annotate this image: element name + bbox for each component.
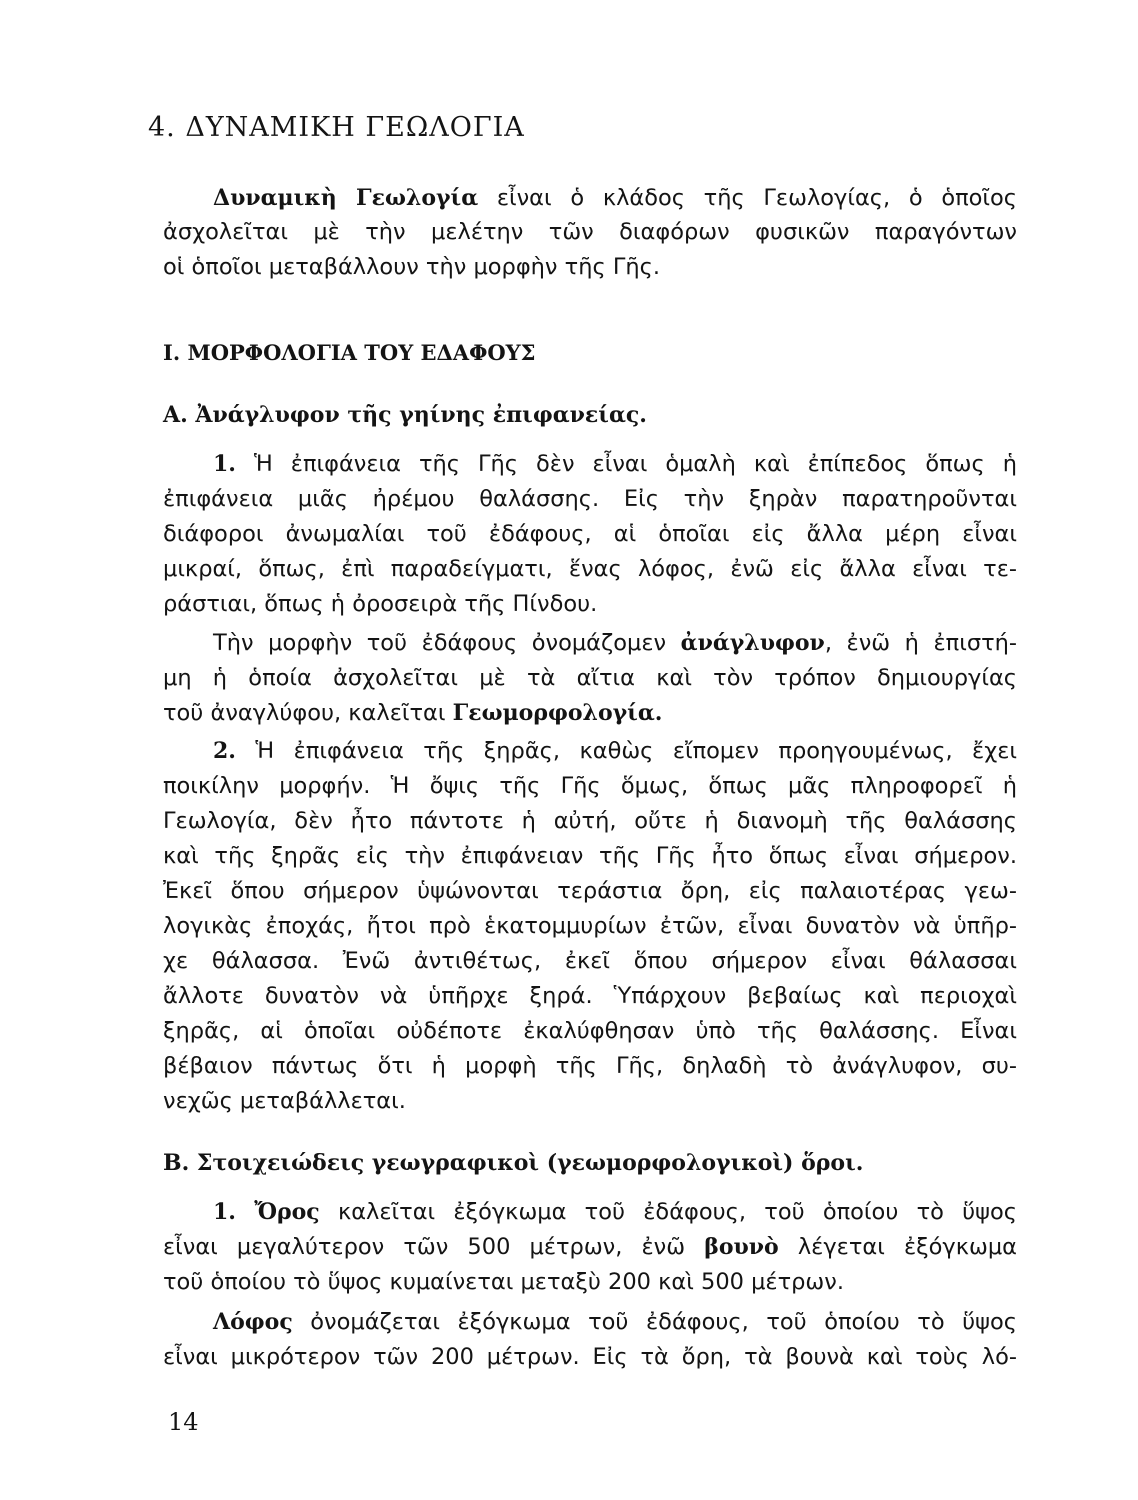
para-a2-line-11: νεχῶς μεταβάλλεται. <box>163 1088 406 1114</box>
intro-term: Δυναμικὴ Γεωλογία <box>213 185 479 211</box>
para-a2-line-1: 2. Ἡ ἐπιφάνεια τῆς ξηρᾶς, καθὼς εἴπομεν προηγουμένως, ἔχει <box>213 738 1017 764</box>
intro-line-2: ἀσχολεῖται μὲ τὴν μελέτην τῶν διαφόρων φυσικῶν παραγόντων <box>163 219 1017 245</box>
intro-line-3: οἱ ὁποῖοι μεταβάλλουν τὴν μορφὴν τῆς Γῆς. <box>163 254 660 280</box>
para-a1-line-4: μικραί, ὅπως, ἐπὶ παραδείγματι, ἕνας λόφος, ἐνῶ εἰς ἄλλα εἶναι τε- <box>163 556 1017 582</box>
para-a1b-line-2: μη ἡ ὁποία ἀσχολεῖται μὲ τὰ αἴτια καὶ τὸν τρόπον δημιουργίας <box>163 665 1017 691</box>
para-a1b-line-1: Τὴν μορφὴν τοῦ ἐδάφους ὀνομάζομεν ἀνάγλυφον, ἐνῶ ἡ ἐπιστή- <box>213 630 1018 656</box>
para-b2-line-2: εἶναι μικρότερον τῶν 200 μέτρων. Εἰς τὰ ὄρη, τὰ βουνὰ καὶ τοὺς λό- <box>163 1344 1017 1370</box>
intro-line-1: Δυναμικὴ Γεωλογία εἶναι ὁ κλάδος τῆς Γεωλογίας, ὁ ὁποῖος <box>213 185 1017 211</box>
chapter-title: 4. ΔΥΝΑΜΙΚΗ ΓΕΩΛΟΓΙΑ <box>148 112 525 143</box>
para-a1-line-3: διάφοροι ἀνωμαλίαι τοῦ ἐδάφους, αἱ ὁποῖαι εἰς ἄλλα μέρη εἶναι <box>163 521 1017 547</box>
para-b1-line-3: τοῦ ὁποίου τὸ ὕψος κυμαίνεται μεταξὺ 200 καὶ 500 μέτρων. <box>163 1269 844 1295</box>
para-a1-line-2: ἐπιφάνεια μιᾶς ἠρέμου θαλάσσης. Εἰς τὴν ξηρὰν παρατηροῦνται <box>163 486 1017 512</box>
para-a1-line-5: ράστιαι, ὅπως ἡ ὀροσειρὰ τῆς Πίνδου. <box>163 591 598 617</box>
subsection-b-heading: Β. Στοιχειώδεις γεωγραφικοὶ (γεωμορφολογικοὶ) ὅροι. <box>163 1150 864 1176</box>
page-number: 14 <box>168 1408 199 1436</box>
para-a2-line-2: ποικίλην μορφήν. Ἡ ὄψις τῆς Γῆς ὅμως, ὅπως μᾶς πληροφορεῖ ἡ <box>163 773 1017 799</box>
para-b1-line-2: εἶναι μεγαλύτερον τῶν 500 μέτρων, ἐνῶ βουνὸ λέγεται ἐξόγκωμα <box>163 1234 1017 1260</box>
para-a2-line-3: Γεωλογία, δὲν ἦτο πάντοτε ἡ αὐτή, οὔτε ἡ διανομὴ τῆς θαλάσσης <box>163 808 1017 834</box>
para-a2-line-5: Ἐκεῖ ὅπου σήμερον ὑψώνονται τεράστια ὄρη, εἰς παλαιοτέρας γεω- <box>163 878 1017 904</box>
para-a2-line-9: ξηρᾶς, αἱ ὁποῖαι οὐδέποτε ἐκαλύφθησαν ὑπὸ τῆς θαλάσσης. Εἶναι <box>163 1018 1017 1044</box>
para-a2-line-4: καὶ τῆς ξηρᾶς εἰς τὴν ἐπιφάνειαν τῆς Γῆς ἦτο ὅπως εἶναι σήμερον. <box>163 843 1017 869</box>
subsection-a-heading: Α. Ἀνάγλυφον τῆς γηίνης ἐπιφανείας. <box>163 402 647 428</box>
section-heading: Ι. ΜΟΡΦΟΛΟΓΙΑ ΤΟΥ ΕΔΑΦΟΥΣ <box>163 340 536 365</box>
para-a2-line-8: ἄλλοτε δυνατὸν νὰ ὑπῆρχε ξηρά. Ὑπάρχουν βεβαίως καὶ περιοχαὶ <box>163 983 1017 1009</box>
para-a1b-line-3: τοῦ ἀναγλύφου, καλεῖται Γεωμορφολογία. <box>163 700 663 726</box>
para-a2-line-10: βέβαιον πάντως ὅτι ἡ μορφὴ τῆς Γῆς, δηλαδὴ τὸ ἀνάγλυφον, συ- <box>163 1053 1017 1079</box>
para-b2-line-1: Λόφος ὀνομάζεται ἐξόγκωμα τοῦ ἐδάφους, τοῦ ὁποίου τὸ ὕψος <box>213 1309 1017 1335</box>
term-lofos: Λόφος <box>213 1309 293 1335</box>
para-a2-line-7: χε θάλασσα. Ἐνῶ ἀντιθέτως, ἐκεῖ ὅπου σήμερον εἶναι θάλασσαι <box>163 948 1017 974</box>
term-vouno: βουνὸ <box>704 1234 779 1260</box>
term-anaglyfon: ἀνάγλυφον <box>680 630 825 656</box>
para-a2-line-6: λογικὰς ἐποχάς, ἤτοι πρὸ ἑκατομμυρίων ἐτῶν, εἶναι δυνατὸν νὰ ὑπῆρ- <box>163 913 1017 939</box>
term-geomorphology: Γεωμορφολογία. <box>452 700 663 726</box>
para-b1-line-1: 1. Ὄρος καλεῖται ἐξόγκωμα τοῦ ἐδάφους, τοῦ ὁποίου τὸ ὕψος <box>213 1199 1017 1225</box>
para-a1-line-1: 1. Ἡ ἐπιφάνεια τῆς Γῆς δὲν εἶναι ὁμαλὴ καὶ ἐπίπεδος ὅπως ἡ <box>213 451 1017 477</box>
term-oros: Ὄρος <box>254 1199 320 1225</box>
